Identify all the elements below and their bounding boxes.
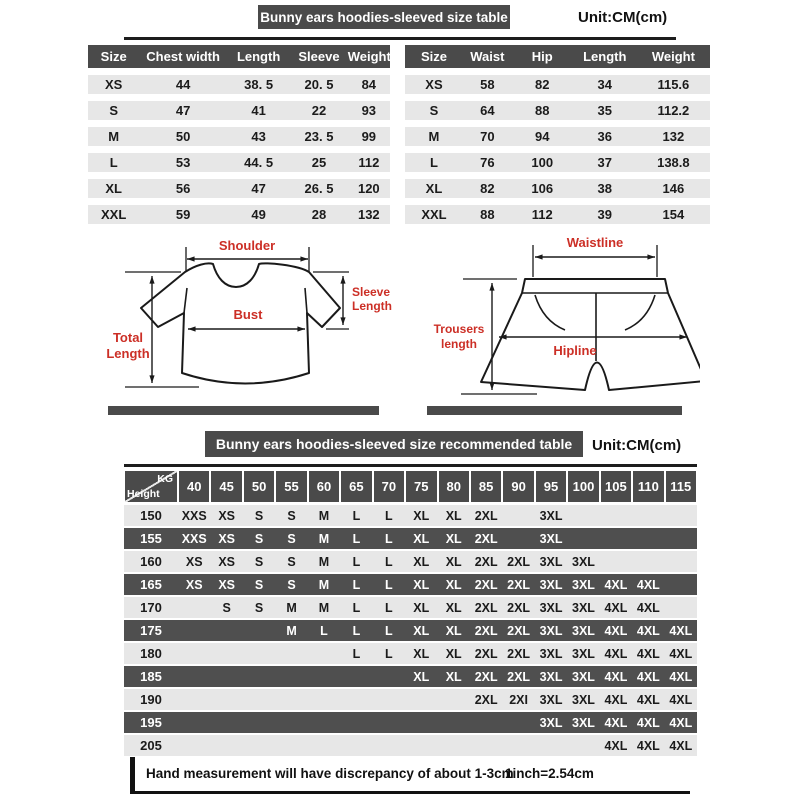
size-cell: L: [320, 623, 328, 638]
size-table-header-row: [405, 45, 710, 68]
size-cell: L: [352, 554, 361, 569]
column-header: Size: [100, 49, 127, 64]
separator-bar-left: [108, 406, 379, 415]
size-cell: 2XL: [474, 577, 498, 592]
table-cell: 28: [311, 207, 327, 222]
table-cell: 38: [597, 181, 612, 196]
table-row: [88, 205, 390, 224]
weight-column-header: 60: [309, 471, 339, 502]
size-cell: XS: [218, 577, 235, 592]
column-header: Weight: [651, 49, 695, 64]
size-cell: 3XL: [572, 646, 595, 661]
size-cell: 2XI: [509, 692, 528, 707]
divider-line-top: [124, 37, 676, 40]
table-cell: 64: [480, 103, 495, 118]
size-cell: XL: [413, 554, 430, 569]
arrowhead: [647, 254, 655, 259]
height-label: 160: [140, 554, 162, 569]
size-cell: L: [385, 577, 393, 592]
column-header: Weight: [347, 49, 391, 64]
size-cell: S: [287, 508, 296, 523]
size-cell: L: [352, 577, 361, 592]
column-header: Length: [236, 49, 281, 64]
height-label: 150: [140, 508, 162, 523]
size-cell: XL: [413, 600, 430, 615]
size-cell: 3XL: [539, 577, 563, 592]
sleeve-length-label: Length: [352, 299, 392, 313]
size-cell: M: [318, 577, 330, 592]
column-header: Length: [583, 49, 627, 64]
table-row: [405, 101, 710, 120]
size-cell: XXS: [181, 508, 207, 523]
column-header: Size: [420, 49, 447, 64]
size-cell: 4XL: [636, 715, 660, 730]
size-cell: M: [318, 508, 330, 523]
size-cell: M: [318, 531, 330, 546]
size-cell: XL: [413, 508, 430, 523]
table-cell: 132: [662, 129, 685, 144]
table-cell: 115.6: [657, 77, 690, 92]
recommend-row: [124, 620, 697, 641]
size-cell: 3XL: [539, 600, 563, 615]
shorts-outline: [481, 279, 700, 390]
size-cell: 2XL: [507, 669, 531, 684]
footer-accent-bar: [130, 757, 135, 791]
size-cell: 2XL: [474, 646, 498, 661]
height-label: 185: [140, 669, 162, 684]
table-cell: XS: [104, 77, 123, 92]
size-cell: XL: [413, 669, 430, 684]
size-cell: 2XL: [474, 508, 498, 523]
size-cell: L: [352, 646, 361, 661]
size-cell: S: [287, 577, 296, 592]
weight-column-header: 95: [536, 471, 566, 502]
weight-column-header: 100: [568, 471, 598, 502]
table-cell: 22: [311, 103, 327, 118]
arrowhead: [149, 375, 154, 383]
size-cell: 2XL: [474, 623, 498, 638]
recommend-row: [124, 574, 697, 595]
table-cell: S: [429, 103, 439, 118]
table-row: [405, 153, 710, 172]
size-cell: XS: [218, 554, 235, 569]
recommend-row: [124, 551, 697, 572]
table-cell: 146: [662, 181, 685, 196]
table-cell: 47: [251, 181, 266, 196]
arrowhead: [340, 317, 345, 325]
table-cell: XS: [425, 77, 443, 92]
size-cell: M: [286, 600, 297, 615]
table-cell: 58: [480, 77, 495, 92]
arrowhead: [187, 256, 195, 261]
table-cell: 84: [361, 77, 377, 92]
recommend-row: [124, 505, 697, 526]
table-cell: 76: [480, 155, 495, 170]
table-cell: 41: [251, 103, 266, 118]
hipline-label: Hipline: [553, 343, 597, 358]
table-cell: 20. 5: [304, 77, 334, 92]
size-cell: 4XL: [669, 669, 693, 684]
size-cell: 4XL: [604, 646, 628, 661]
size-cell: 3XL: [539, 715, 563, 730]
height-label: 180: [140, 646, 162, 661]
column-header: Sleeve: [298, 49, 340, 64]
height-label: 165: [140, 577, 162, 592]
size-cell: M: [318, 600, 330, 615]
table-cell: 59: [175, 207, 191, 222]
size-cell: M: [318, 554, 330, 569]
size-cell: XXS: [181, 531, 207, 546]
size-cell: 3XL: [572, 623, 595, 638]
size-cell: 2XL: [474, 692, 498, 707]
size-cell: 4XL: [604, 715, 628, 730]
size-cell: 4XL: [669, 715, 693, 730]
arrowhead: [489, 283, 494, 291]
measurement-disclaimer: Hand measurement will have discrepancy of about 1-3cm: [146, 766, 514, 781]
table-cell: 70: [480, 129, 495, 144]
table-cell: S: [109, 103, 118, 118]
separator-bar-right: [427, 406, 682, 415]
shoulder-label: Shoulder: [218, 238, 276, 253]
table-cell: XXL: [101, 207, 127, 222]
size-cell: S: [254, 600, 264, 615]
size-cell: S: [287, 531, 296, 546]
kg-axis-label: KG: [157, 473, 173, 485]
table-cell: L: [429, 155, 438, 170]
size-table-header-row: [88, 45, 390, 68]
size-cell: XL: [445, 531, 462, 546]
trousers-length-label: length: [441, 337, 477, 351]
column-header: Waist: [470, 49, 505, 64]
size-cell: XS: [185, 577, 203, 592]
weight-column-header: 85: [471, 471, 501, 502]
column-header: Chest width: [146, 49, 220, 64]
size-cell: 4XL: [636, 646, 660, 661]
table-cell: 34: [597, 77, 612, 92]
arrowhead: [489, 382, 494, 390]
hoodie-size-table: [88, 45, 390, 224]
size-cell: L: [352, 508, 361, 523]
size-cell: 3XL: [572, 577, 595, 592]
table-cell: 26. 5: [304, 181, 334, 196]
table-cell: 44: [175, 77, 191, 92]
size-cell: 2XL: [474, 531, 498, 546]
weight-column-header: 105: [601, 471, 631, 502]
size-cell: 3XL: [539, 531, 563, 546]
table-cell: 154: [662, 207, 685, 222]
shorts-size-table: [405, 45, 710, 224]
size-cell: XL: [445, 623, 462, 638]
size-cell: 4XL: [604, 623, 628, 638]
weight-column-header: 80: [439, 471, 469, 502]
size-cell: L: [385, 554, 393, 569]
weight-column-header: 65: [341, 471, 371, 502]
table-cell: 88: [480, 207, 495, 222]
weight-column-header: 115: [666, 471, 696, 502]
size-cell: XS: [185, 554, 203, 569]
size-cell: XL: [445, 646, 462, 661]
weight-column-header: 110: [633, 471, 663, 502]
table-row: [405, 205, 710, 224]
total-length-label: Total: [112, 330, 144, 345]
size-cell: L: [352, 531, 361, 546]
weight-column-header: 90: [503, 471, 533, 502]
table-cell: M: [428, 129, 440, 144]
table-cell: 43: [251, 129, 266, 144]
trousers-length-label: Trousers: [433, 322, 485, 336]
table-cell: 53: [175, 155, 191, 170]
size-cell: XL: [445, 600, 462, 615]
shorts-measurement-diagram: [425, 233, 700, 401]
table-cell: 23. 5: [304, 129, 334, 144]
table-cell: 44. 5: [244, 155, 274, 170]
size-cell: XL: [413, 646, 430, 661]
height-label: 170: [140, 600, 162, 615]
size-cell: 3XL: [572, 715, 595, 730]
size-cell: S: [222, 600, 231, 615]
size-cell: 2XL: [507, 554, 531, 569]
size-cell: 4XL: [604, 738, 628, 753]
table-cell: 100: [531, 155, 554, 170]
table-cell: 82: [480, 181, 495, 196]
size-cell: S: [254, 554, 264, 569]
table-cell: 38. 5: [244, 77, 274, 92]
recommend-table-title-bar: [205, 431, 583, 457]
size-cell: S: [287, 554, 296, 569]
table-cell: 106: [531, 181, 554, 196]
size-cell: 2XL: [474, 554, 498, 569]
size-cell: XL: [413, 623, 430, 638]
table-cell: 138.8: [657, 155, 690, 170]
recommend-row: [124, 735, 697, 756]
size-cell: 4XL: [604, 692, 628, 707]
size-cell: L: [352, 623, 361, 638]
table-cell: 132: [357, 207, 380, 222]
total-length-label: Length: [106, 346, 150, 361]
table-row: [88, 153, 390, 172]
unit-label-bottom: Unit:CM(cm): [592, 437, 682, 454]
size-cell: 3XL: [539, 554, 563, 569]
size-cell: S: [254, 577, 264, 592]
recommend-row: [124, 712, 697, 733]
size-cell: 4XL: [604, 577, 628, 592]
size-cell: 3XL: [539, 623, 563, 638]
weight-column-header: 40: [179, 471, 209, 502]
size-cell: L: [385, 531, 393, 546]
size-cell: 4XL: [669, 738, 693, 753]
size-cell: S: [254, 531, 264, 546]
table-cell: 99: [361, 129, 377, 144]
weight-column-header: 45: [211, 471, 241, 502]
size-cell: S: [254, 508, 264, 523]
size-cell: 3XL: [539, 646, 563, 661]
table-row: [405, 127, 710, 146]
size-cell: 3XL: [572, 600, 595, 615]
recommend-header-row: [124, 471, 697, 502]
weight-column-header: 70: [374, 471, 404, 502]
height-axis-label: Height: [127, 488, 160, 500]
table-cell: XL: [105, 181, 122, 196]
weight-column-header: 55: [276, 471, 306, 502]
size-cell: XL: [445, 669, 462, 684]
table-cell: 47: [175, 103, 191, 118]
size-cell: 3XL: [539, 508, 563, 523]
size-cell: L: [352, 600, 361, 615]
size-cell: XL: [445, 554, 462, 569]
footer-underline: [130, 791, 690, 794]
inch-conversion-note: 1inch=2.54cm: [505, 766, 594, 781]
size-cell: 4XL: [636, 669, 660, 684]
height-label: 195: [140, 715, 162, 730]
kg-height-corner-cell: [125, 471, 177, 502]
table-row: [88, 127, 390, 146]
size-cell: 3XL: [539, 669, 563, 684]
table-cell: M: [108, 129, 120, 144]
size-cell: 4XL: [636, 738, 660, 753]
table-cell: 94: [535, 129, 550, 144]
table-row: [405, 179, 710, 198]
shirt-measurement-diagram: [95, 232, 395, 400]
size-cell: 2XL: [507, 600, 531, 615]
unit-label-top: Unit:CM(cm): [578, 9, 668, 26]
arrowhead: [340, 276, 345, 284]
size-cell: 2XL: [474, 669, 498, 684]
size-cell: 4XL: [669, 692, 693, 707]
size-cell: 4XL: [604, 600, 628, 615]
size-cell: L: [385, 646, 393, 661]
table-row: [88, 75, 390, 94]
table-cell: 120: [357, 181, 380, 196]
size-cell: 4XL: [669, 623, 693, 638]
height-label: 175: [140, 623, 162, 638]
size-cell: L: [385, 623, 393, 638]
recommend-row: [124, 689, 697, 710]
size-cell: 4XL: [669, 646, 693, 661]
arrowhead: [300, 256, 308, 261]
size-cell: 3XL: [572, 669, 595, 684]
size-cell: 2XL: [507, 623, 531, 638]
size-cell: 4XL: [604, 669, 628, 684]
size-cell: 4XL: [636, 600, 660, 615]
size-cell: 4XL: [636, 577, 660, 592]
weight-column-header: 50: [244, 471, 274, 502]
size-cell: 4XL: [636, 623, 660, 638]
recommend-row: [124, 643, 697, 664]
column-header: Hip: [531, 49, 553, 64]
table-cell: 112.2: [657, 103, 690, 118]
size-cell: XL: [445, 577, 462, 592]
table-cell: 49: [251, 207, 266, 222]
size-cell: 3XL: [572, 554, 595, 569]
table-cell: 39: [597, 207, 612, 222]
table-row: [88, 179, 390, 198]
size-recommendation-table: [124, 471, 697, 758]
table-cell: 25: [311, 155, 327, 170]
hoodie-table-title: Bunny ears hoodies-sleeved size table: [260, 9, 508, 25]
weight-column-header: 75: [406, 471, 436, 502]
table-cell: 37: [597, 155, 612, 170]
recommend-row: [124, 528, 697, 549]
divider-line-bottom: [124, 464, 697, 467]
table-cell: XXL: [421, 207, 447, 222]
recommend-table-title: Bunny ears hoodies-sleeved size recommended table: [215, 436, 573, 452]
arrowhead: [535, 254, 543, 259]
size-cell: XS: [218, 531, 235, 546]
height-label: 190: [140, 692, 162, 707]
waistline-label: Waistline: [566, 235, 624, 250]
table-cell: L: [109, 155, 118, 170]
size-cell: M: [286, 623, 297, 638]
table-cell: 36: [597, 129, 612, 144]
tshirt-outline: [141, 263, 340, 383]
arrowhead: [149, 276, 154, 284]
table-cell: 50: [175, 129, 191, 144]
table-row: [88, 101, 390, 120]
table-row: [405, 75, 710, 94]
size-cell: L: [385, 600, 393, 615]
size-cell: 2XL: [507, 646, 531, 661]
size-cell: 3XL: [572, 692, 595, 707]
hoodie-table-title-bar: [258, 5, 510, 29]
recommend-row: [124, 666, 697, 687]
size-cell: 3XL: [539, 692, 563, 707]
table-cell: 93: [361, 103, 377, 118]
bust-label: Bust: [233, 307, 263, 322]
size-cell: 4XL: [636, 692, 660, 707]
size-cell: 2XL: [474, 600, 498, 615]
table-cell: 112: [531, 207, 553, 222]
height-label: 155: [140, 531, 162, 546]
size-cell: L: [385, 508, 393, 523]
size-cell: XS: [218, 508, 235, 523]
size-cell: XL: [413, 531, 430, 546]
sleeve-length-label: Sleeve: [352, 285, 391, 299]
height-label: 205: [140, 738, 162, 753]
size-cell: XL: [445, 508, 462, 523]
size-cell: XL: [413, 577, 430, 592]
table-cell: XL: [425, 181, 443, 196]
recommend-row: [124, 597, 697, 618]
table-cell: 112: [358, 155, 380, 170]
table-cell: 35: [597, 103, 612, 118]
recommend-table-body: [124, 505, 697, 756]
size-cell: 2XL: [507, 577, 531, 592]
table-cell: 88: [535, 103, 550, 118]
table-cell: 56: [175, 181, 191, 196]
table-cell: 82: [535, 77, 550, 92]
